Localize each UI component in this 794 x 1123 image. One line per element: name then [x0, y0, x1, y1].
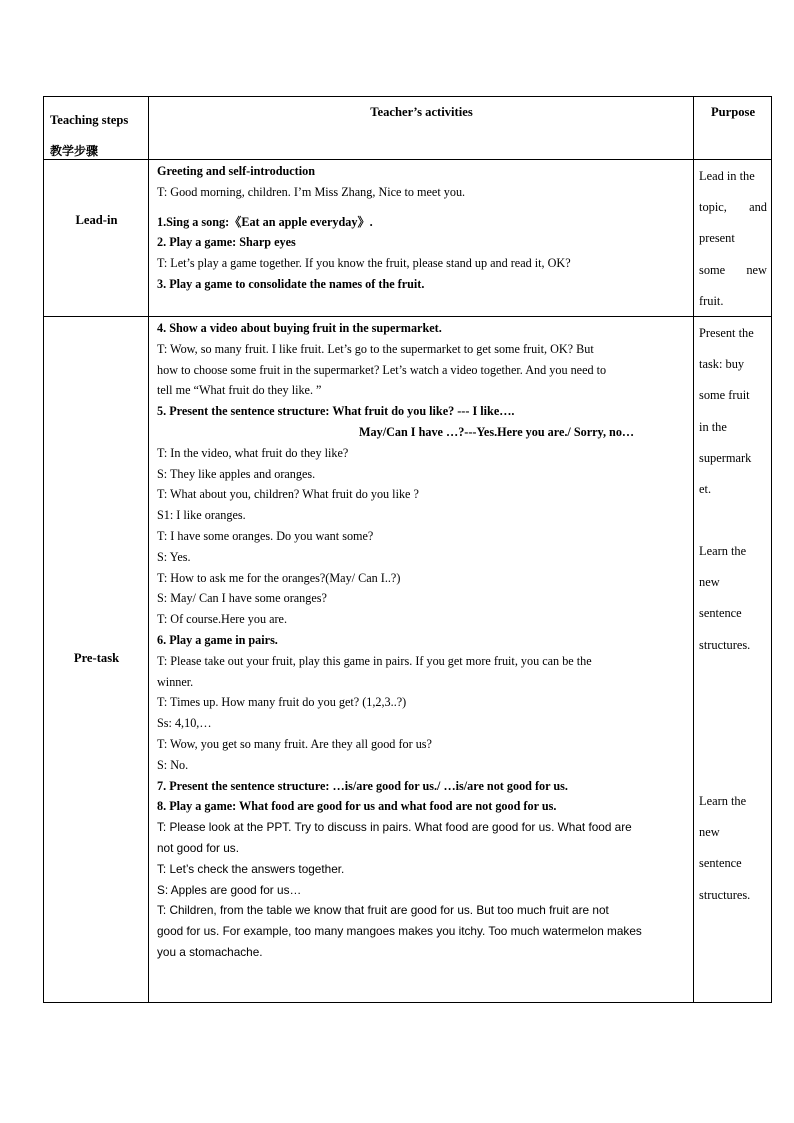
purpose-line: structures.	[699, 887, 751, 902]
activity-line: tell me “What fruit do they like. ”	[157, 383, 322, 398]
activity-line: T: Times up. How many fruit do you get? (1,2,3..?)	[157, 695, 407, 710]
activity-line: 1.Sing a song:《Eat an apple everyday》.	[157, 214, 373, 229]
header-teachers-activities: Teacher’s activities	[370, 105, 473, 119]
pre-task-purpose-3	[699, 786, 767, 911]
activity-line: S1: I like oranges.	[157, 508, 246, 523]
step-pre-task: Pre-task	[73, 651, 120, 665]
activity-line: T: Please look at the PPT. Try to discuss in pairs. What food are good for us. What food are	[157, 820, 632, 835]
activity-line: 5. Present the sentence structure: What fruit do you like? --- I like….	[157, 404, 515, 419]
purpose-line: structures.	[699, 637, 751, 652]
activity-line: T: How to ask me for the oranges?(May/ Can I..?)	[157, 570, 401, 585]
activity-line: good for us. For example, too many mangoes makes you itchy. Too much watermelon makes	[157, 924, 642, 939]
purpose-line: topic, and	[699, 200, 767, 215]
activity-line: S: No.	[157, 757, 189, 772]
activity-line: 7. Present the sentence structure: …is/are good for us./ …is/are not good for us.	[157, 778, 568, 793]
step-lead-in: Lead-in	[75, 213, 118, 227]
purpose-line: new	[699, 575, 720, 590]
activity-line: T: Good morning, children. I’m Miss Zhang, Nice to meet you.	[157, 184, 466, 199]
activity-line: T: Let’s check the answers together.	[157, 861, 345, 876]
activity-line: 3. Play a game to consolidate the names of the fruit.	[157, 276, 425, 291]
purpose-line: some fruit	[699, 388, 750, 403]
lead-in-activities	[157, 161, 687, 295]
purpose-line: sentence	[699, 856, 742, 871]
purpose-line: Lead in the	[699, 169, 755, 183]
activity-line: 4. Show a video about buying fruit in the supermarket.	[157, 321, 442, 335]
activity-line: T: I have some oranges. Do you want some?	[157, 528, 374, 543]
row-divider	[44, 159, 771, 160]
activity-line: May/Can I have …?---Yes.Here you are./ Sorry, no…	[359, 424, 635, 439]
purpose-line: new	[699, 825, 720, 840]
lead-in-purpose	[699, 161, 767, 317]
purpose-line: in the	[699, 419, 727, 434]
activity-line: winner.	[157, 674, 194, 689]
activity-line: not good for us.	[157, 840, 239, 855]
purpose-line: some new	[699, 262, 767, 277]
pre-task-purpose-2	[699, 536, 767, 661]
pre-task-purpose-1	[699, 318, 767, 505]
header-teaching-steps	[50, 105, 128, 167]
activity-line: S: May/ Can I have some oranges?	[157, 591, 327, 606]
activity-line: T: Children, from the table we know that fruit are good for us. But too much fruit are not	[157, 903, 609, 918]
activity-line: S: Yes.	[157, 549, 191, 564]
header-purpose: Purpose	[710, 105, 756, 119]
activity-line: 2. Play a game: Sharp eyes	[157, 235, 296, 250]
activity-line: T: Please take out your fruit, play this game in pairs. If you get more fruit, you can be the	[157, 653, 592, 668]
activity-line: Greeting and self-introduction	[157, 164, 315, 178]
header-teaching-steps-en: Teaching steps	[50, 113, 129, 127]
row-divider	[44, 316, 771, 317]
activity-line: S: They like apples and oranges.	[157, 466, 316, 481]
header-teaching-steps-cn: 教学步骤	[50, 144, 99, 158]
pre-task-activities	[157, 318, 687, 963]
activity-line: T: Let’s play a game together. If you know the fruit, please stand up and read it, OK?	[157, 256, 571, 271]
purpose-line: et.	[699, 482, 712, 497]
column-divider	[148, 97, 149, 1002]
activity-line: you a stomachache.	[157, 944, 263, 959]
activity-line: how to choose some fruit in the supermarket? Let’s watch a video together. And you need to	[157, 362, 607, 377]
purpose-line: Learn the	[699, 794, 747, 808]
activity-line: T: Wow, so many fruit. I like fruit. Let’s go to the supermarket to get some fruit, OK? But	[157, 341, 594, 356]
activity-line: 8. Play a game: What food are good for us and what food are not good for us.	[157, 799, 557, 814]
purpose-line: Present the	[699, 326, 754, 340]
purpose-line: task: buy	[699, 357, 745, 372]
activity-line: Ss: 4,10,…	[157, 716, 212, 731]
activity-line: S: Apples are good for us…	[157, 882, 302, 897]
activity-line: 6. Play a game in pairs.	[157, 632, 278, 647]
purpose-line: supermark	[699, 450, 752, 465]
purpose-line: Learn the	[699, 544, 747, 558]
purpose-line: fruit.	[699, 293, 724, 308]
column-divider	[693, 97, 694, 1002]
activity-line: T: Wow, you get so many fruit. Are they all good for us?	[157, 736, 432, 751]
activity-line: T: In the video, what fruit do they like?	[157, 445, 349, 460]
purpose-line: sentence	[699, 606, 742, 621]
lesson-plan-table	[43, 96, 772, 1003]
activity-line: T: Of course.Here you are.	[157, 612, 288, 627]
purpose-line: present	[699, 231, 735, 246]
activity-line: T: What about you, children? What fruit do you like ?	[157, 487, 419, 502]
